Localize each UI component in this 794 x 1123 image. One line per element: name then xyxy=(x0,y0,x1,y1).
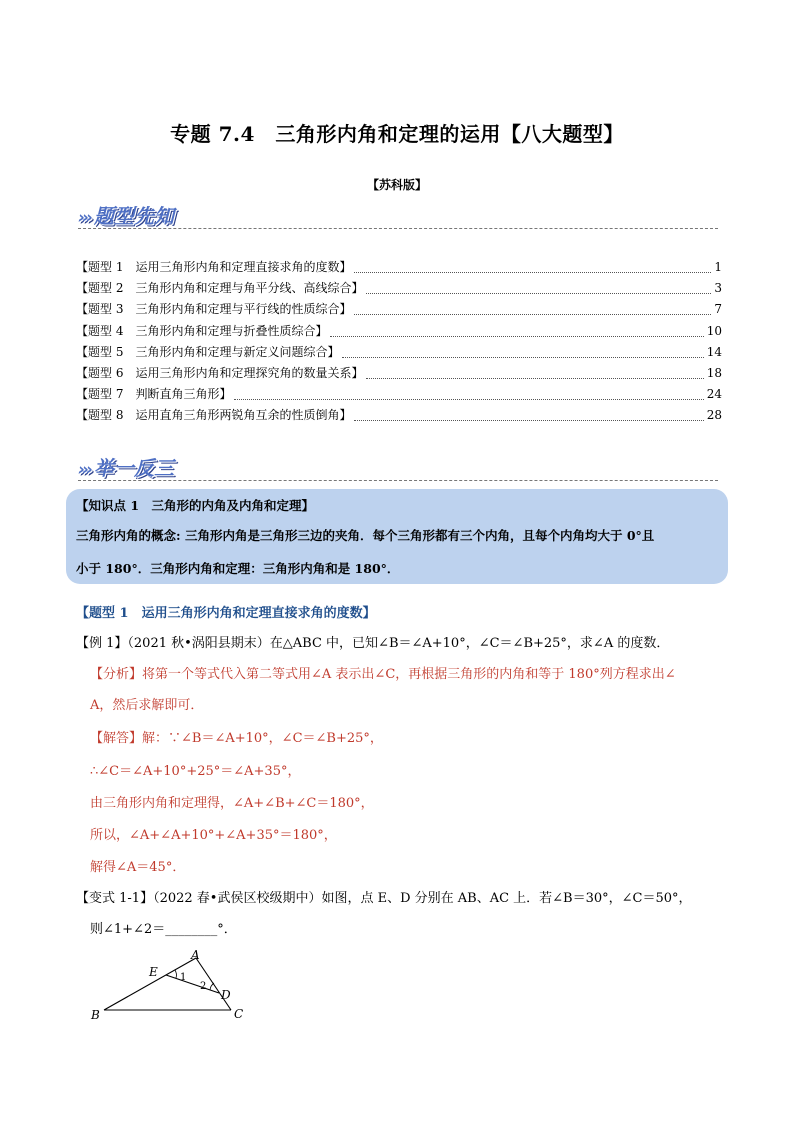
label-B: B xyxy=(91,1008,100,1022)
section-title: 【题型 1 运用三角形内角和定理直接求角的度数】 xyxy=(76,606,376,621)
example-question: 【例 1】（2021 秋•涡阳县期末）在△ABC 中，已知∠B＝∠A+10°，∠C＝∠B+25°，求∠A 的度数． xyxy=(76,636,670,651)
banner-text: 举一反三 xyxy=(94,456,175,480)
edition-label: 【苏科版】 xyxy=(366,178,427,192)
knowledge-title: 【知识点 1 三角形的内角及内角和定理】 xyxy=(76,498,315,513)
section-banner-preview xyxy=(78,200,174,230)
analysis-line: A，然后求解即可． xyxy=(90,698,204,713)
analysis-line: 【分析】将第一个等式代入第二等式用∠A 表示出∠C，再根据三角形的内角和等于 180°列方程求出∠ xyxy=(90,667,676,682)
label-E: E xyxy=(149,965,158,979)
knowledge-text-line: 小于 180°．三角形内角和定理：三角形内角和是 180°． xyxy=(76,561,400,576)
label-A: A xyxy=(191,948,200,962)
answer-line: 【解答】解：∵∠B＝∠A+10°，∠C＝∠B+25°， xyxy=(90,731,383,746)
arrow-icon: ››› xyxy=(78,208,91,228)
answer-line: 所以，∠A+∠A+10°+∠A+35°＝180°， xyxy=(90,828,337,843)
toc-item[interactable]: 【题型 8 运用直角三角形两锐角互余的性质倒角】 28 xyxy=(76,408,722,422)
toc-item[interactable]: 【题型 7 判断直角三角形】 24 xyxy=(76,387,722,401)
divider xyxy=(78,480,718,481)
label-C: C xyxy=(234,1007,244,1021)
toc-item[interactable]: 【题型 3 三角形内角和定理与平行线的性质综合】 7 xyxy=(76,302,722,316)
analysis-tag: 【分析】 xyxy=(90,667,143,682)
label-D: D xyxy=(221,988,231,1002)
label-angle-1: 1 xyxy=(180,972,187,983)
answer-tag: 【解答】 xyxy=(90,731,143,746)
segment-ED xyxy=(166,975,219,993)
angle-1-arc xyxy=(175,970,176,978)
banner-text: 题型先知 xyxy=(94,204,175,228)
variant-question: 则∠1+∠2＝________°． xyxy=(90,922,237,937)
section-banner-practice xyxy=(78,452,174,482)
variant-question: 【变式 1-1】（2022 春•武侯区校级期中）如图，点 E、D 分别在 AB、AC 上．若∠B＝30°，∠C＝50°， xyxy=(76,891,692,906)
knowledge-text-line: 三角形内角的概念: 三角形内角是三角形三边的夹角．每个三角形都有三个内角，且每个内角均大于 0°且 xyxy=(76,528,655,543)
toc-item[interactable]: 【题型 2 三角形内角和定理与角平分线、高线综合】 3 xyxy=(76,281,722,295)
answer-line: ∴∠C＝∠A+10°+25°＝∠A+35°， xyxy=(90,764,301,779)
triangle-figure xyxy=(86,948,256,1028)
arrow-icon: ››› xyxy=(78,460,91,480)
toc-item[interactable]: 【题型 6 运用三角形内角和定理探究角的数量关系】 18 xyxy=(76,366,722,380)
toc-item[interactable]: 【题型 4 三角形内角和定理与折叠性质综合】 10 xyxy=(76,324,722,338)
toc-item[interactable]: 【题型 1 运用三角形内角和定理直接求角的度数】 1 xyxy=(76,260,722,274)
answer-line: 解得∠A＝45°． xyxy=(90,860,186,875)
answer-line: 由三角形内角和定理得，∠A+∠B+∠C＝180°， xyxy=(90,796,374,811)
label-angle-2: 2 xyxy=(200,981,207,992)
toc-item[interactable]: 【题型 5 三角形内角和定理与新定义问题综合】 14 xyxy=(76,345,722,359)
document-title: 专题 7.4 三角形内角和定理的运用【八大题型】 xyxy=(170,122,624,146)
divider xyxy=(78,228,718,229)
